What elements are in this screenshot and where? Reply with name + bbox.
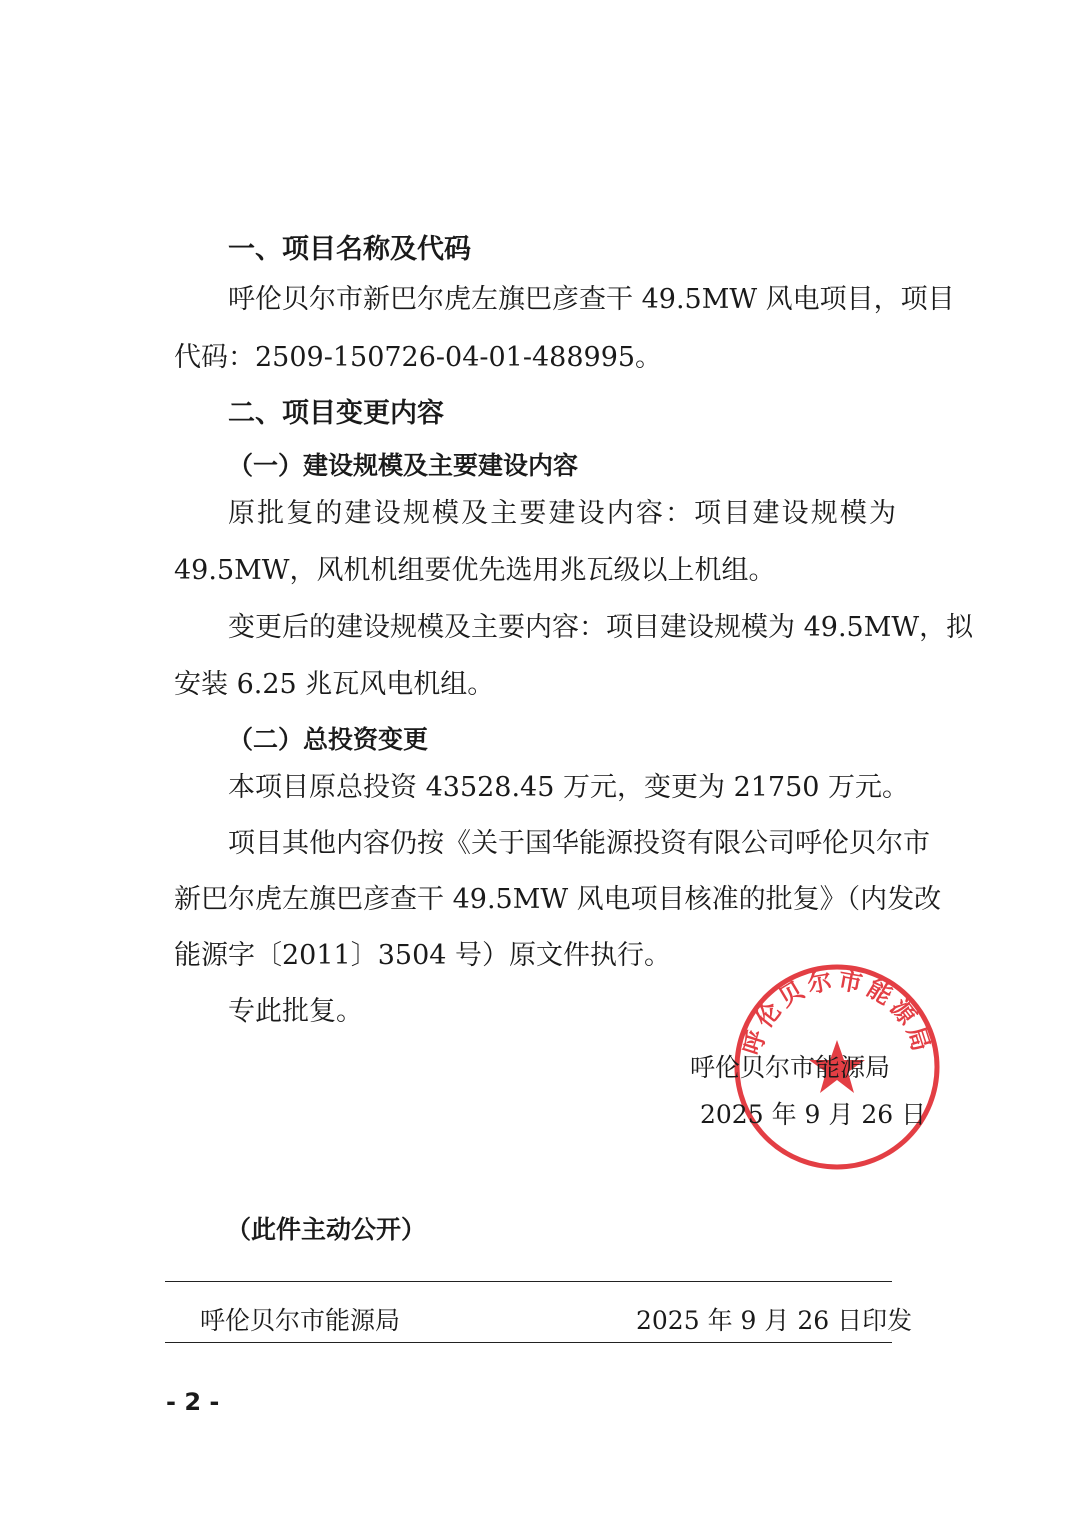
- investment-change-line: 本项目原总投资 43528.45 万元，变更为 21750 万元。: [228, 772, 910, 803]
- other-content-line1: 项目其他内容仍按《关于国华能源投资有限公司呼伦贝尔市: [228, 828, 930, 859]
- original-scale-line1: 原批复的建设规模及主要建设内容：项目建设规模为: [228, 498, 896, 529]
- other-content-line2: 新巴尔虎左旗巴彦查干 49.5MW 风电项目核准的批复》（内发改: [174, 884, 942, 915]
- signature-org: 呼伦贝尔市能源局: [690, 1053, 891, 1082]
- footer-bottom-rule: [165, 1342, 892, 1343]
- other-content-line3: 能源字〔2011〕3504 号）原文件执行。: [174, 940, 672, 971]
- changed-scale-line1: 变更后的建设规模及主要内容：项目建设规模为 49.5MW，拟: [228, 612, 974, 643]
- closing-text: 专此批复。: [228, 996, 363, 1027]
- section1-text-line1: 呼伦贝尔市新巴尔虎左旗巴彦查干 49.5MW 风电项目，项目: [228, 284, 955, 315]
- section1-heading: 一、项目名称及代码: [228, 234, 471, 265]
- changed-scale-line2: 安装 6.25 兆瓦风电机组。: [174, 669, 495, 700]
- subsection1-heading: （一）建设规模及主要建设内容: [228, 451, 579, 480]
- section2-heading: 二、项目变更内容: [228, 398, 444, 429]
- disclosure-note: （此件主动公开）: [226, 1215, 427, 1244]
- footer-issue-date: 2025 年 9 月 26 日印发: [636, 1306, 913, 1335]
- footer-issuer: 呼伦贝尔市能源局: [200, 1306, 401, 1335]
- original-scale-line2: 49.5MW，风机机组要优先选用兆瓦级以上机组。: [174, 555, 776, 586]
- section1-text-line2: 代码：2509-150726-04-01-488995。: [174, 342, 663, 373]
- signature-date: 2025 年 9 月 26 日: [700, 1100, 927, 1129]
- footer-top-rule: [165, 1281, 892, 1282]
- page-number: - 2 -: [166, 1388, 220, 1416]
- seal-text: 呼伦贝尔市能源局: [737, 966, 937, 1059]
- subsection2-heading: （二）总投资变更: [228, 725, 429, 754]
